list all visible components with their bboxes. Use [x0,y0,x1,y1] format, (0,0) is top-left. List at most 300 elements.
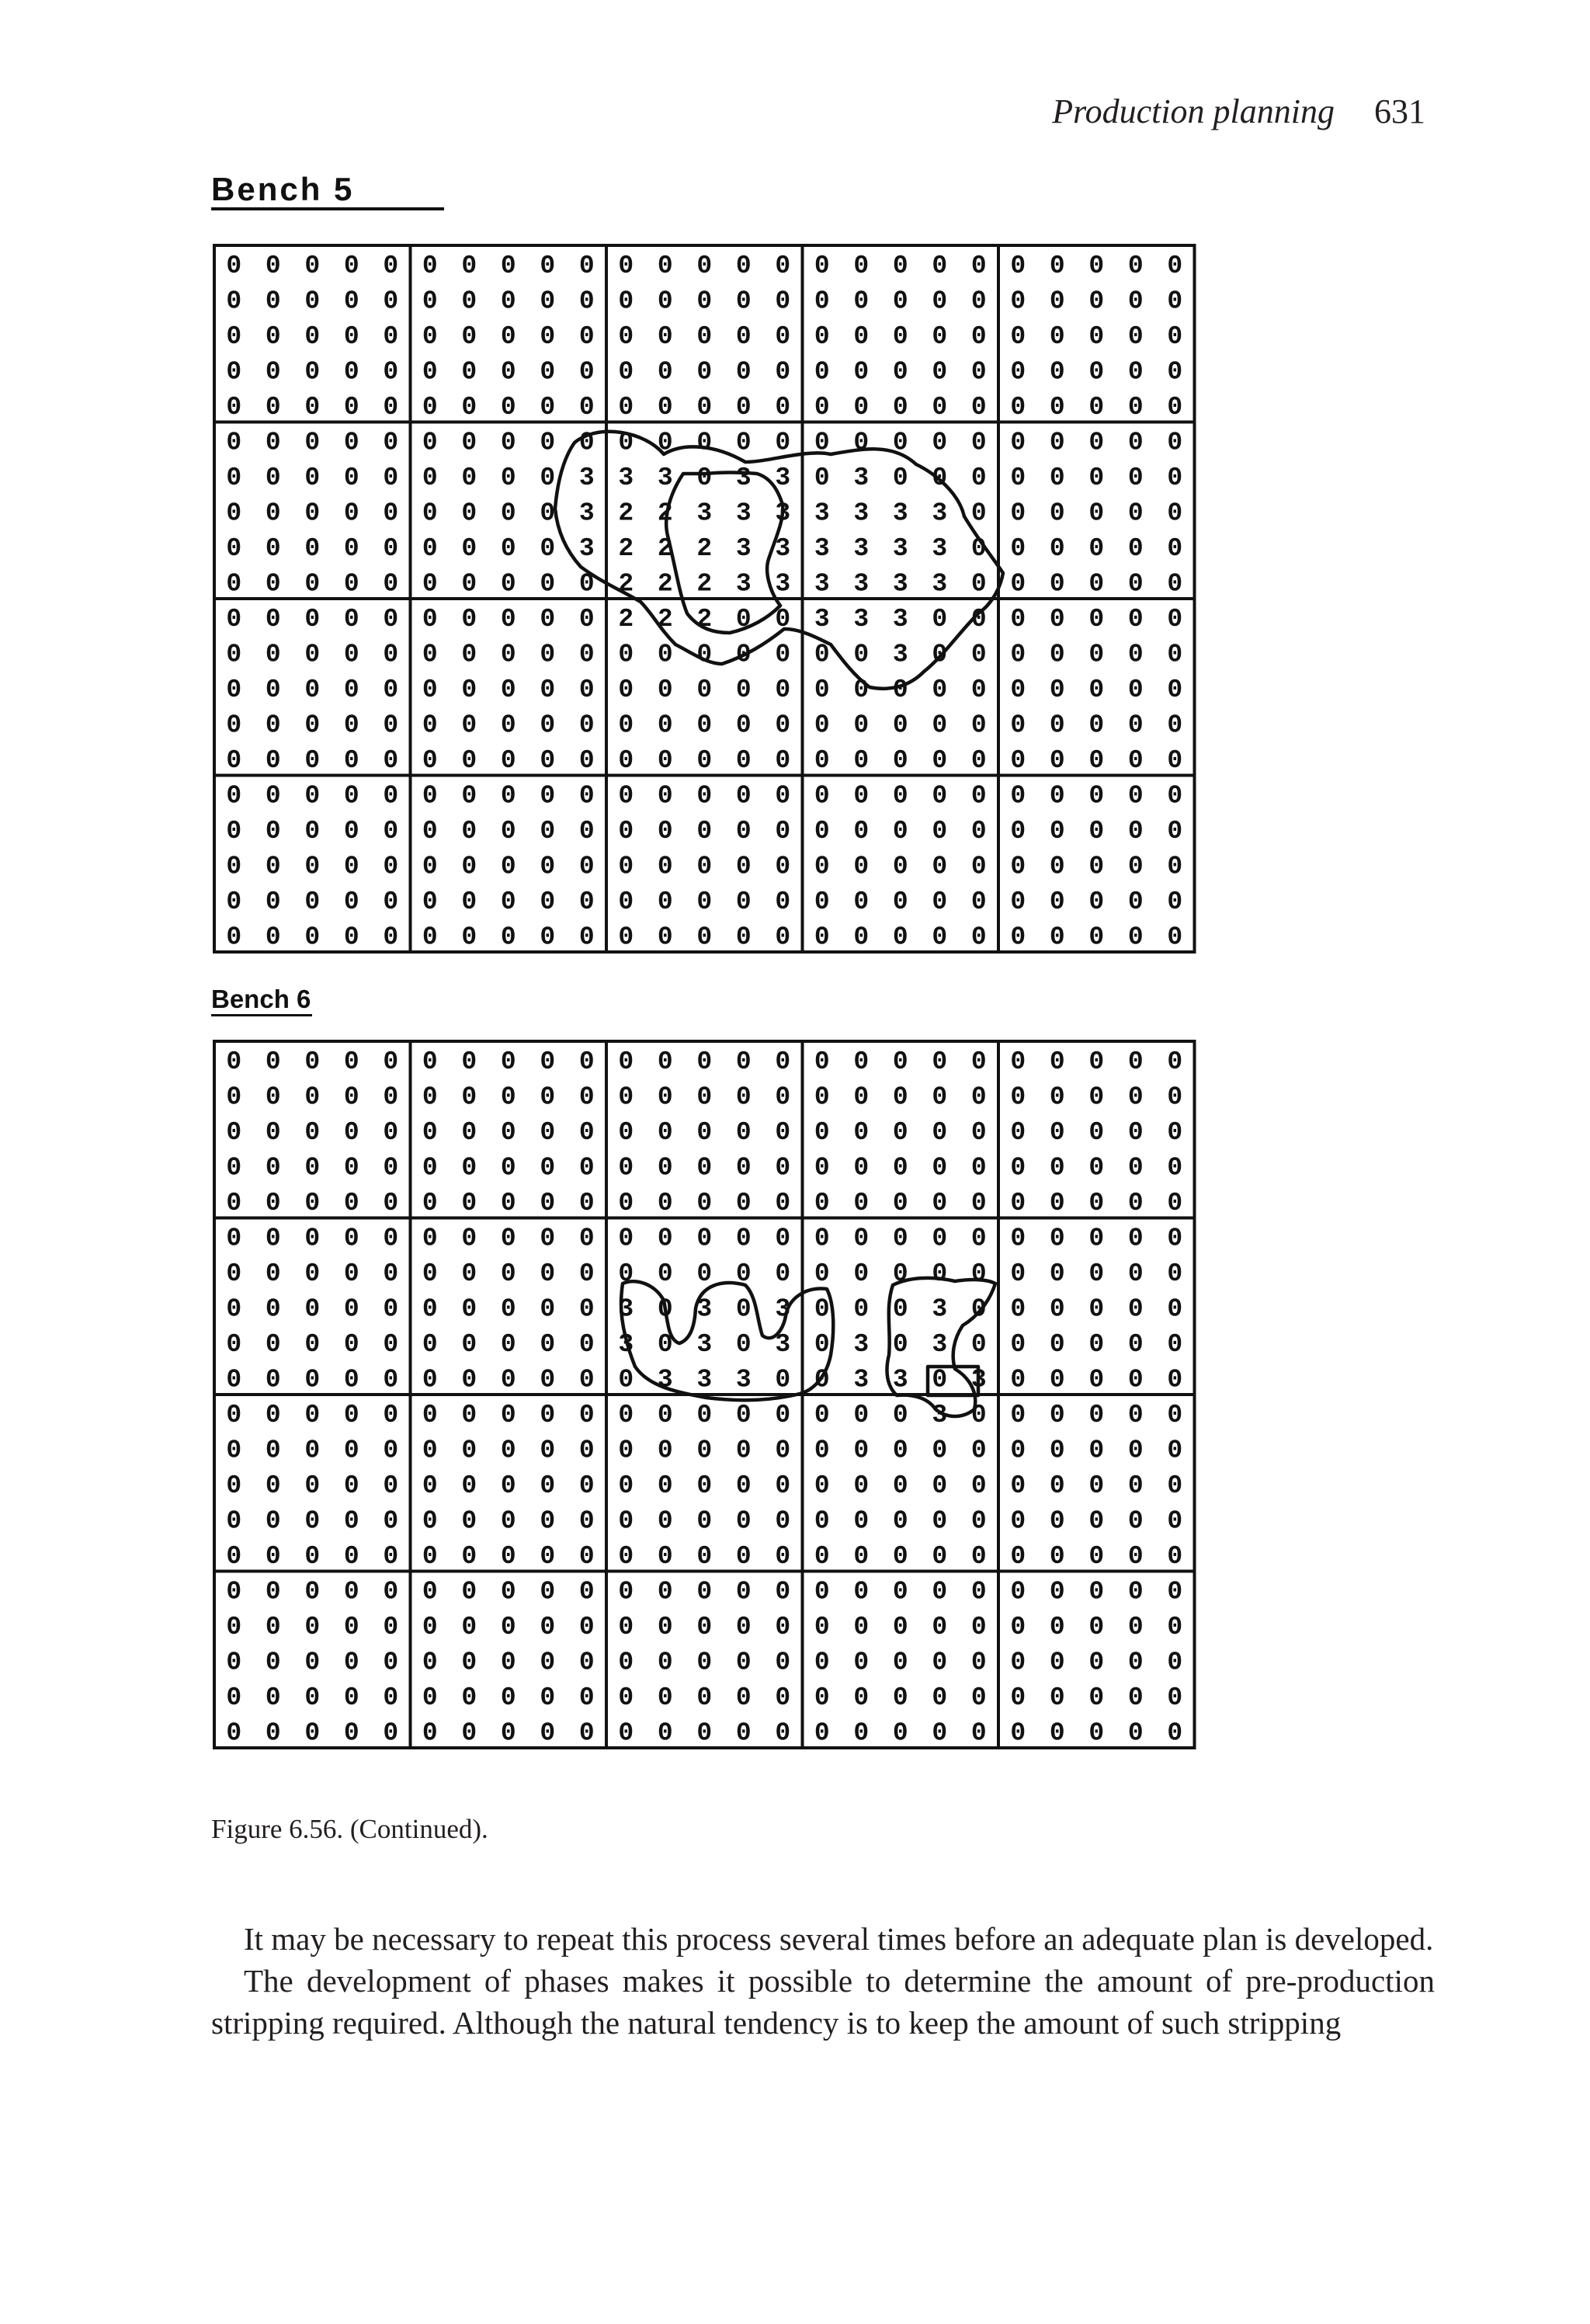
grade-value: 3 [814,498,830,528]
grade-value: 0 [814,1436,830,1465]
grade-value: 0 [304,1365,321,1395]
grade-value: 0 [226,251,242,280]
grade-value: 0 [853,1471,870,1500]
grade-value: 0 [853,321,870,351]
grade-value: 0 [226,604,242,634]
grade-value: 0 [1088,1188,1105,1218]
grade-value: 0 [814,428,830,457]
grade-value: 0 [304,1259,321,1288]
grade-value: 0 [775,781,791,811]
grade-value: 0 [657,1648,673,1677]
grade-value: 0 [383,569,399,599]
grade-value: 0 [970,287,987,316]
grade-value: 0 [304,357,321,387]
grade-value: 0 [461,1436,477,1465]
grade-value: 0 [775,887,791,916]
grade-value: 0 [814,251,830,280]
grade-value: 0 [696,887,713,916]
grade-value: 0 [1010,710,1026,740]
grade-value: 0 [1049,463,1065,492]
grade-value: 0 [265,357,281,387]
grade-value: 0 [853,1436,870,1465]
grade-value: 0 [853,357,870,387]
grade-value: 0 [383,1188,399,1218]
grade-value: 0 [265,1541,281,1571]
grade-value: 0 [461,1506,477,1536]
grade-value: 0 [970,745,987,775]
grade-value: 0 [657,1436,673,1465]
grade-value: 0 [226,1541,242,1571]
grade-value: 0 [226,1365,242,1395]
grade-value: 0 [1010,1082,1026,1112]
grade-value: 0 [1167,1082,1183,1112]
grade-value: 0 [343,463,359,492]
grade-value: 0 [304,1612,321,1641]
grade-value: 2 [657,569,673,599]
grade-value: 0 [775,922,791,952]
grade-value: 0 [500,781,516,811]
grade-value: 0 [1167,533,1183,563]
grade-value: 0 [461,1683,477,1712]
grade-value: 0 [657,852,673,881]
grade-value: 0 [422,781,438,811]
grade-value: 3 [892,569,908,599]
grade-value: 0 [343,604,359,634]
grade-value: 0 [932,1648,948,1677]
grade-value: 0 [892,710,908,740]
grade-value: 0 [814,640,830,669]
grade-value: 0 [970,392,987,422]
grade-value: 0 [1088,1365,1105,1395]
grade-value: 0 [892,428,908,457]
grade-value: 0 [1010,287,1026,316]
grade-value: 0 [892,1648,908,1677]
grade-value: 0 [657,428,673,457]
grade-value: 0 [383,1047,399,1076]
grade-value: 0 [265,1259,281,1288]
grade-value: 0 [970,1329,987,1359]
grade-value: 0 [970,1224,987,1253]
grade-value: 0 [657,357,673,387]
grade-value: 3 [932,1329,948,1359]
grade-value: 0 [1127,1294,1144,1324]
grade-value: 0 [1049,392,1065,422]
grade-value: 0 [540,1259,556,1288]
grade-value: 0 [814,1577,830,1607]
grade-value: 0 [578,1436,595,1465]
grade-value: 0 [657,745,673,775]
grade-value: 0 [1127,1683,1144,1712]
grade-value: 2 [657,604,673,634]
grade-value: 0 [461,1329,477,1359]
grade-value: 0 [932,781,948,811]
grade-value: 0 [970,1294,987,1324]
grade-value: 0 [540,569,556,599]
grade-value: 0 [343,1718,359,1748]
grade-value: 3 [618,1294,634,1324]
grade-value: 0 [1010,1436,1026,1465]
grade-value: 0 [265,1648,281,1677]
grade-value: 0 [265,745,281,775]
grade-value: 0 [1049,569,1065,599]
grade-value: 0 [1010,1400,1026,1429]
grade-value: 0 [892,1683,908,1712]
grade-value: 0 [226,1436,242,1465]
grade-value: 0 [540,1224,556,1253]
grade-value: 0 [343,1365,359,1395]
grade-value: 0 [422,1400,438,1429]
grade-value: 0 [226,498,242,528]
grade-value: 0 [500,1506,516,1536]
grade-value: 0 [422,1224,438,1253]
grade-value: 0 [422,1648,438,1677]
grade-value: 0 [1167,1365,1183,1395]
grade-value: 0 [226,1718,242,1748]
grade-value: 0 [383,1541,399,1571]
grade-value: 0 [265,1188,281,1218]
grade-value: 0 [343,498,359,528]
grade-value: 0 [500,675,516,704]
grade-value: 0 [618,675,634,704]
grade-value: 0 [892,1117,908,1147]
grade-value: 0 [422,1117,438,1147]
grade-value: 0 [343,1153,359,1183]
grade-value: 0 [1010,675,1026,704]
grade-value: 0 [775,1683,791,1712]
grade-value: 0 [1010,1294,1026,1324]
grade-value: 0 [814,1047,830,1076]
grade-value: 0 [853,640,870,669]
grade-value: 0 [265,1294,281,1324]
grade-value: 0 [696,1612,713,1641]
bench-6-label-underline [211,1014,312,1016]
grade-value: 0 [1010,1577,1026,1607]
grade-value: 0 [422,1294,438,1324]
grade-value: 0 [696,1224,713,1253]
grade-value: 0 [343,1400,359,1429]
grade-value: 0 [1167,1294,1183,1324]
grade-value: 0 [540,357,556,387]
grade-value: 0 [657,922,673,952]
grade-value: 0 [932,1471,948,1500]
grade-value: 0 [970,710,987,740]
grade-value: 0 [735,428,752,457]
grade-value: 0 [461,1648,477,1677]
grade-value: 2 [618,533,634,563]
grade-value: 0 [226,1047,242,1076]
grade-value: 0 [265,852,281,881]
grade-value: 0 [618,816,634,846]
grade-value: 0 [540,392,556,422]
grade-value: 0 [1010,321,1026,351]
grade-value: 0 [383,1718,399,1748]
grade-value: 0 [618,781,634,811]
grade-value: 0 [1127,640,1144,669]
grade-value: 0 [1088,1082,1105,1112]
grade-value: 0 [383,1365,399,1395]
grade-value: 0 [540,1082,556,1112]
grade-value: 0 [461,569,477,599]
grade-value: 0 [226,357,242,387]
grade-value: 0 [578,1541,595,1571]
grade-value: 0 [618,1117,634,1147]
grade-value: 0 [814,887,830,916]
grade-value: 0 [892,816,908,846]
grade-value: 0 [540,1188,556,1218]
grade-value: 0 [540,887,556,916]
grade-value: 0 [892,852,908,881]
grade-value: 0 [383,1683,399,1712]
running-head [1052,92,1425,131]
grade-value: 0 [970,1541,987,1571]
grade-value: 0 [1127,887,1144,916]
grade-value: 3 [932,1400,948,1429]
grade-value: 0 [1127,852,1144,881]
bench-6-label: Bench 6 [211,985,311,1013]
grade-value: 0 [343,1117,359,1147]
grade-value: 0 [578,887,595,916]
grade-value: 0 [1088,357,1105,387]
grade-value: 0 [735,1683,752,1712]
grade-value: 0 [775,710,791,740]
grade-value: 0 [1088,675,1105,704]
grade-value: 3 [892,1365,908,1395]
bench-5-label: Bench 5 [211,171,355,207]
grade-value: 0 [1167,1718,1183,1748]
grade-value: 0 [735,745,752,775]
grade-value: 0 [422,321,438,351]
grade-value: 0 [814,1471,830,1500]
grade-value: 0 [932,1224,948,1253]
grade-value: 0 [265,1612,281,1641]
grade-value: 0 [1088,1506,1105,1536]
grade-value: 0 [304,533,321,563]
grade-value: 0 [1049,1082,1065,1112]
grade-value: 0 [500,745,516,775]
grade-value: 0 [1010,533,1026,563]
grade-value: 0 [853,1718,870,1748]
grade-value: 0 [657,1329,673,1359]
grade-value: 0 [1010,251,1026,280]
grade-value: 0 [1049,1294,1065,1324]
grade-value: 0 [226,675,242,704]
grade-value: 0 [932,1612,948,1641]
grade-value: 0 [696,675,713,704]
grade-value: 0 [265,1329,281,1359]
grade-value: 0 [265,1224,281,1253]
grade-value: 0 [304,640,321,669]
grade-value: 0 [422,816,438,846]
grade-value: 0 [853,428,870,457]
grade-value: 0 [540,1541,556,1571]
grade-value: 0 [383,1400,399,1429]
grade-value: 0 [343,1436,359,1465]
grade-value: 0 [500,1577,516,1607]
grade-value: 0 [657,321,673,351]
grade-value: 0 [578,922,595,952]
grade-value: 0 [540,781,556,811]
grade-value: 0 [226,392,242,422]
grade-value: 2 [696,604,713,634]
grade-value: 0 [735,852,752,881]
grade-value: 0 [1049,498,1065,528]
grade-value: 0 [422,1436,438,1465]
grade-value: 3 [578,533,595,563]
grade-value: 0 [775,1648,791,1677]
grade-value: 0 [1010,1718,1026,1748]
grade-value: 0 [304,287,321,316]
grade-value: 0 [383,604,399,634]
grade-value: 0 [1167,922,1183,952]
grade-value: 0 [970,428,987,457]
grade-value: 0 [657,816,673,846]
grade-value: 0 [265,1082,281,1112]
grade-value: 0 [343,1541,359,1571]
grade-value: 0 [892,1718,908,1748]
grade-value: 0 [775,816,791,846]
grade-value: 0 [696,1436,713,1465]
grade-value: 0 [892,392,908,422]
grade-value: 0 [853,852,870,881]
grade-value: 0 [422,533,438,563]
grade-value: 0 [540,922,556,952]
grade-value: 0 [932,1541,948,1571]
grade-value: 3 [696,498,713,528]
grade-value: 0 [343,1471,359,1500]
grade-value: 0 [657,392,673,422]
grade-value: 0 [814,745,830,775]
grade-value: 2 [657,498,673,528]
grade-value: 0 [226,1294,242,1324]
grade-value: 0 [892,1224,908,1253]
grade-value: 0 [1049,1153,1065,1183]
grade-value: 0 [1010,392,1026,422]
grade-value: 0 [853,1294,870,1324]
grade-value: 0 [1167,463,1183,492]
grade-value: 0 [1088,321,1105,351]
grade-value: 0 [657,710,673,740]
grade-value: 0 [618,1612,634,1641]
grade-value: 2 [618,498,634,528]
grade-value: 0 [540,1612,556,1641]
grade-value: 0 [422,357,438,387]
grade-value: 0 [814,392,830,422]
grade-value: 3 [775,1329,791,1359]
grade-value: 3 [892,498,908,528]
grade-value: 0 [226,1577,242,1607]
grade-value: 0 [932,287,948,316]
grade-value: 0 [383,357,399,387]
grade-value: 0 [265,321,281,351]
grade-value: 0 [1088,816,1105,846]
grade-value: 0 [540,1117,556,1147]
grade-value: 0 [814,1506,830,1536]
grade-value: 0 [265,1047,281,1076]
grade-value: 0 [892,251,908,280]
grade-value: 0 [696,922,713,952]
grade-value: 0 [1167,1506,1183,1536]
grade-value: 0 [343,1047,359,1076]
grade-value: 0 [775,1259,791,1288]
grade-value: 0 [618,1648,634,1677]
grade-value: 0 [383,498,399,528]
grade-value: 0 [226,1683,242,1712]
grade-value: 0 [1167,392,1183,422]
grade-value: 0 [500,1188,516,1218]
grade-value: 2 [696,569,713,599]
body-text [211,1918,1435,2044]
grade-value: 0 [1088,533,1105,563]
grade-value: 0 [775,745,791,775]
grade-value: 0 [1127,1506,1144,1536]
grade-value: 3 [932,498,948,528]
grade-value: 0 [1010,463,1026,492]
grade-value: 0 [853,1648,870,1677]
grade-value: 3 [657,463,673,492]
grade-value: 0 [500,428,516,457]
grade-value: 0 [735,887,752,916]
grade-value: 0 [1167,710,1183,740]
grade-value: 0 [383,251,399,280]
grade-value: 0 [343,1224,359,1253]
grade-value: 0 [1167,640,1183,669]
grade-value: 0 [892,675,908,704]
grade-value: 0 [735,392,752,422]
grade-value: 0 [932,604,948,634]
grade-value: 0 [892,745,908,775]
grade-value: 3 [735,533,752,563]
grade-value: 0 [1088,392,1105,422]
grade-value: 0 [696,1117,713,1147]
grade-value: 0 [265,533,281,563]
grade-value: 0 [970,675,987,704]
grade-value: 0 [578,675,595,704]
grade-value: 0 [814,852,830,881]
grade-value: 0 [1088,1471,1105,1500]
grade-value: 0 [461,321,477,351]
grade-value: 0 [343,675,359,704]
grade-value: 0 [265,781,281,811]
grade-value: 0 [1049,640,1065,669]
grade-value: 0 [422,1541,438,1571]
grade-value: 0 [970,1082,987,1112]
grade-value: 0 [814,357,830,387]
grade-value: 0 [1049,1117,1065,1147]
grade-value: 0 [265,922,281,952]
grade-value: 0 [775,251,791,280]
phase-outline [666,473,783,634]
grade-value: 0 [1127,533,1144,563]
grade-value: 0 [1049,1436,1065,1465]
grade-value: 0 [226,781,242,811]
grade-value: 0 [814,1365,830,1395]
grade-value: 0 [696,1153,713,1183]
grade-value: 0 [970,1683,987,1712]
grade-value: 3 [735,498,752,528]
grade-value: 0 [1127,1577,1144,1607]
grade-value: 0 [1010,1153,1026,1183]
grade-value: 0 [735,1400,752,1429]
grade-value: 0 [657,1506,673,1536]
grade-value: 0 [422,498,438,528]
grade-value: 0 [970,604,987,634]
grade-value: 0 [422,852,438,881]
grade-value: 0 [1088,922,1105,952]
grade-value: 0 [696,287,713,316]
grade-value: 0 [1127,1718,1144,1748]
figure-caption: Figure 6.56. (Continued). [211,1814,488,1844]
grade-value: 0 [1010,1188,1026,1218]
